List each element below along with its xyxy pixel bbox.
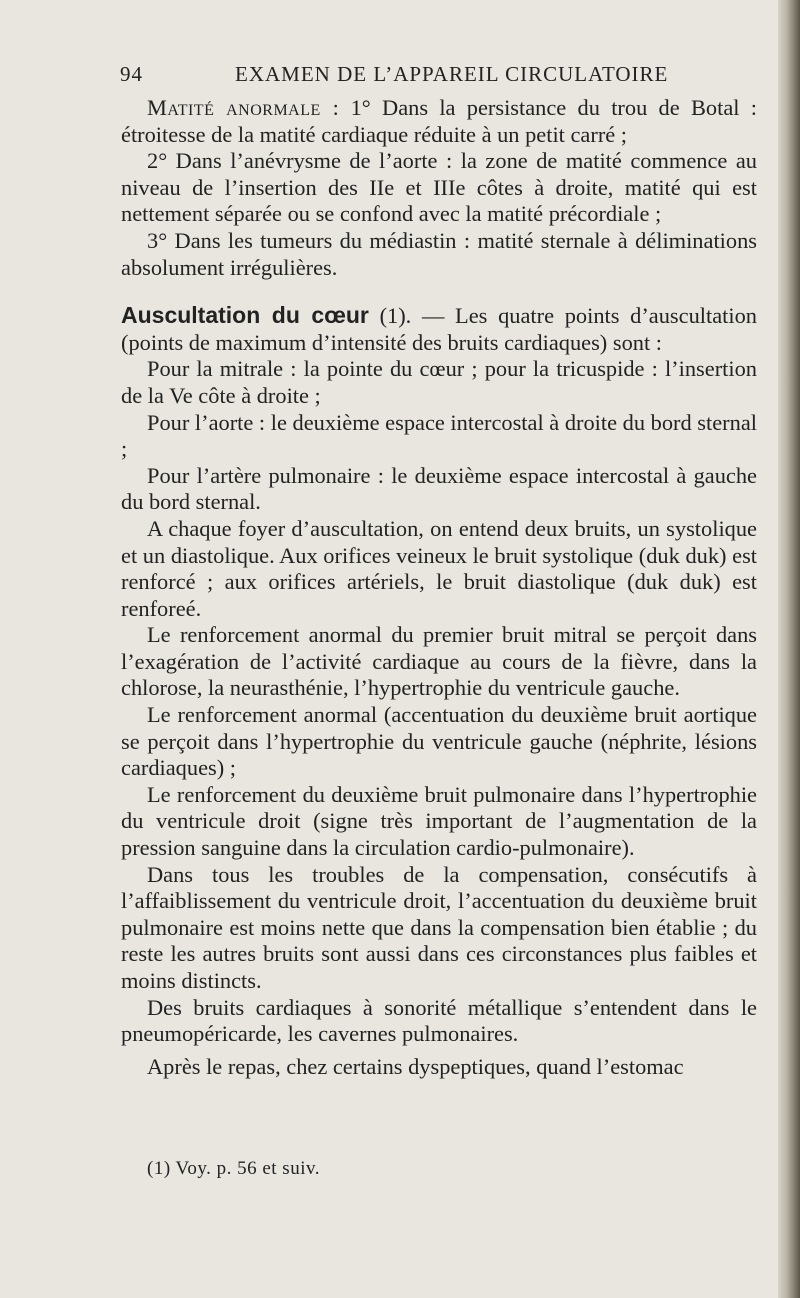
auscultation-section [121,302,757,356]
paragraph-pulmonaire: Pour l’artère pulmonaire : le deuxième espace intercostal à gauche du bord sternal. [121,462,757,515]
footnote: (1) Voy. p. 56 et suiv. [147,1158,320,1179]
running-header [120,62,760,92]
paragraph-apres-repas: Après le repas, chez certains dyspeptiques, quand l’estomac [147,1053,684,1079]
paragraph-matite-2: 2° Dans l’anévrysme de l’aorte : la zone de matité commence au niveau de l’insertion des IIe et IIIe côtes à droite, matité qui est nettement séparée ou se confond avec la matité précordiale ; [121,148,757,227]
footnote-ref: (1). [379,303,412,329]
page-number: 94 [120,62,143,86]
paragraph-matite-1 [121,95,757,148]
paragraph-compensation: Dans tous les troubles de la compensation, consécutifs à l’affaiblissement du ventricule droit, l’accentuation du deuxième bruit pulmonaire est moins nette que dans la compensation bien établie ; du reste les autres bruits sont aussi dans ces circonstances plus faibles et moins distincts. [121,861,757,993]
paragraph-foyer: A chaque foyer d’auscultation, on entend deux bruits, un systolique et un diastolique. Aux orifices veineux le bruit systolique (duk duk) est renforcé ; aux orifices artériels, le bruit diastolique (duk duk) est renforeé. [121,515,757,621]
section-heading: Auscultation du cœur [121,302,369,329]
paragraph-matite-3: 3° Dans les tumeurs du médiastin : matité sternale à déliminations absolument irrégulières. [121,227,757,280]
paragraph-renforcement-mitral: Le renforcement anormal du premier bruit mitral se perçoit dans l’exagération de l’activité cardiaque au cours de la fièvre, dans la chlorose, la neurasthénie, l’hypertrophie du ventricule gauche. [121,622,757,701]
paragraph-aorte: Pour l’aorte : le deuxième espace intercostal à droite du bord sternal ; [121,409,757,462]
paragraph-mitrale: Pour la mitrale : la pointe du cœur ; pour la tricuspide : l’insertion de la Ve côte à droite ; [121,356,757,408]
matite-label: Matité anormale : [147,95,340,120]
body-text [121,95,757,1080]
page-edge [778,0,800,1298]
matite-p1: 1° Dans la persistance du trou de Botal : étroitesse de la matité cardiaque réduite à un petit carré ; [121,95,757,147]
auscultation-intro: — Les quatre points d’auscultation (points de maximum d’intensité des bruits cardiaques) sont : [121,303,757,355]
paragraph-metallique: Des bruits cardiaques à sonorité métallique s’entendent dans le pneumopéricarde, les cavernes pulmonaires. [121,994,757,1047]
paragraph-renforcement-pulmonaire: Le renforcement du deuxième bruit pulmonaire dans l’hypertrophie du ventricule droit (signe très important de l’augmentation de la pression sanguine dans la circulation cardio-pulmonaire). [121,781,757,861]
running-title: EXAMEN DE L’APPAREIL CIRCULATOIRE [235,62,669,86]
paragraph-renforcement-aortique: Le renforcement anormal (accentuation du deuxième bruit aortique se perçoit dans l’hypertrophie du ventricule gauche (néphrite, lésions cardiaques) ; [121,702,757,781]
